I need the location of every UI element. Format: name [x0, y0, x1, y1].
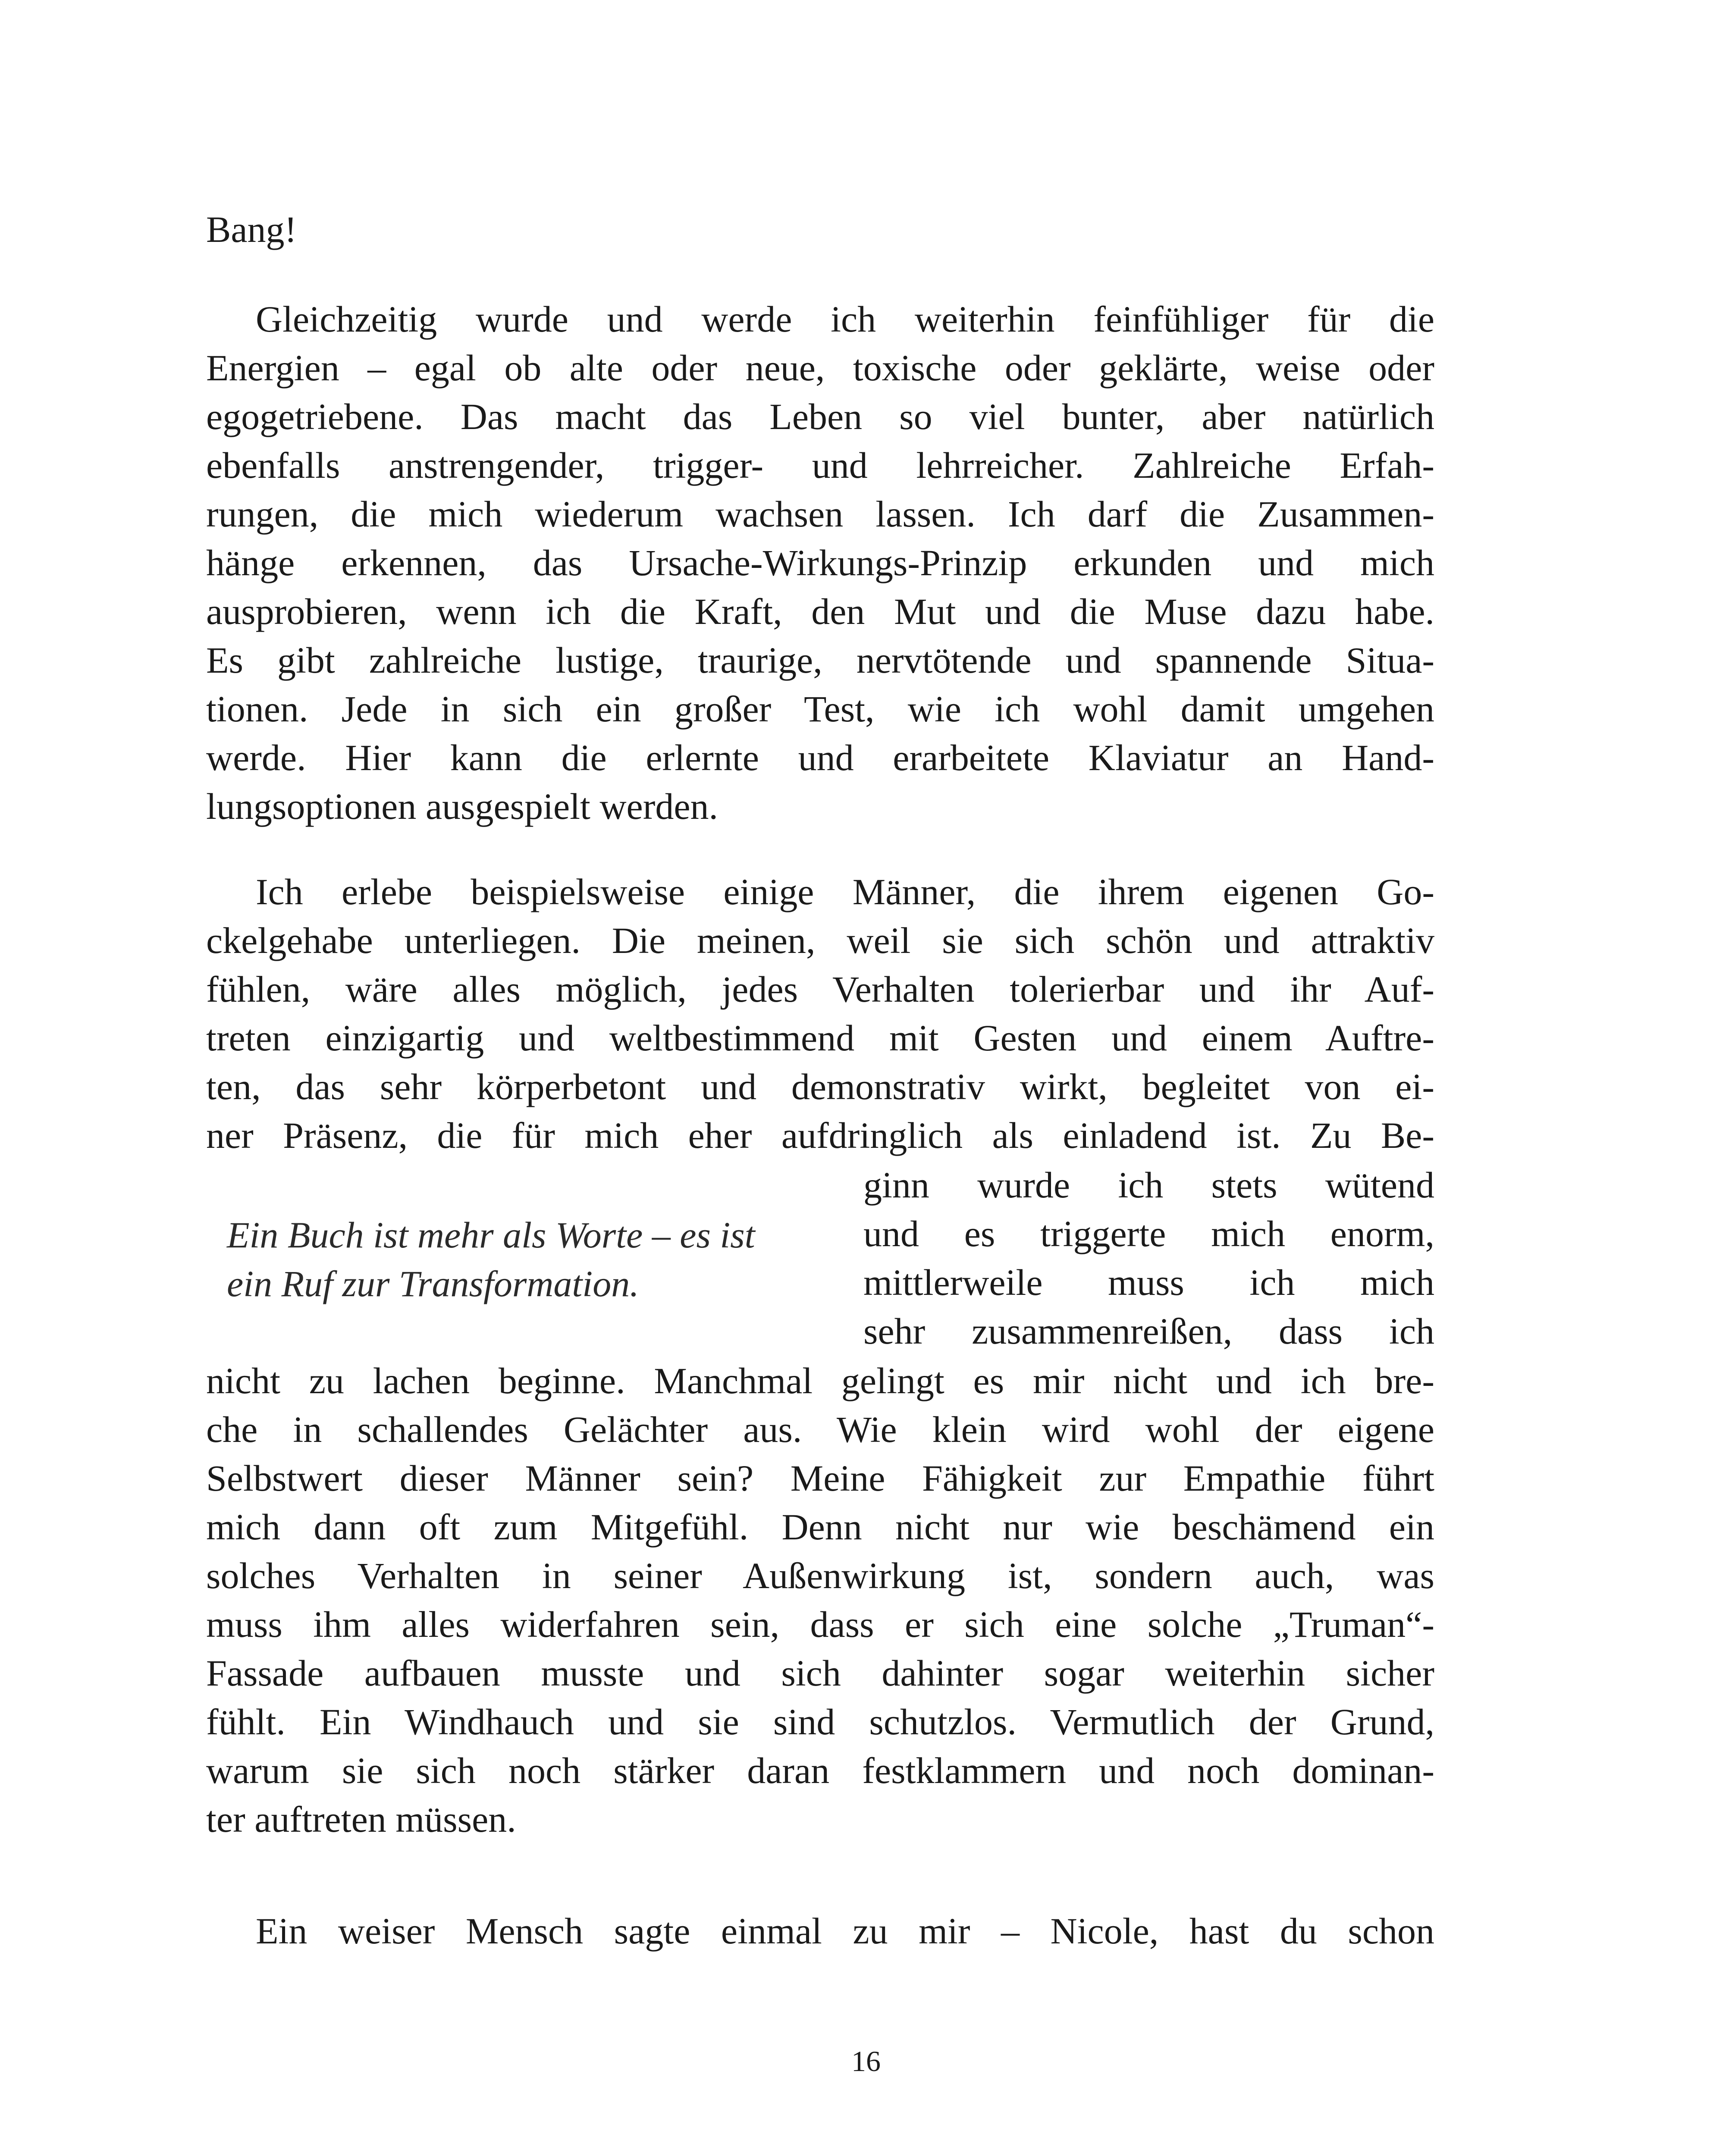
text-line: ten, das sehr körperbetont und demonstrativ wirkt, begleitet von ei- [206, 1066, 1434, 1107]
text-line: hänge erkennen, das Ursache-Wirkungs-Prinzip erkunden und mich [206, 542, 1434, 583]
text-line: nicht zu lachen beginne. Manchmal gelingt es mir nicht und ich bre- [206, 1360, 1434, 1401]
text-line: ter auftreten müssen. [206, 1799, 516, 1840]
text-line: und es triggerte mich enorm, [863, 1213, 1434, 1254]
text-line: ckelgehabe unterliegen. Die meinen, weil sie sich schön und attraktiv [206, 920, 1434, 961]
paragraph-2-upper [206, 868, 1434, 1160]
text-line: che in schallendes Gelächter aus. Wie klein wird wohl der eigene [206, 1409, 1434, 1450]
text-line: ausprobieren, wenn ich die Kraft, den Mut und die Muse dazu habe. [206, 591, 1434, 632]
text-line: Fassade aufbauen musste und sich dahinter sogar weiterhin sicher [206, 1652, 1434, 1694]
text-line: lungsoptionen ausgespielt werden. [206, 786, 719, 827]
text-line: mich dann oft zum Mitgefühl. Denn nicht nur wie beschämend ein [206, 1506, 1434, 1548]
text-line: Ein weiser Mensch sagte einmal zu mir – Nicole, hast du schon [256, 1910, 1434, 1952]
text-line: sehr zusammenreißen, dass ich [863, 1310, 1434, 1352]
paragraph-1 [206, 295, 1434, 831]
text-line: Energien – egal ob alte oder neue, toxische oder geklärte, weise oder [206, 347, 1434, 389]
text-line: egogetriebene. Das macht das Leben so viel bunter, aber natürlich [206, 396, 1434, 437]
text-line: ner Präsenz, die für mich eher aufdringlich als einladend ist. Zu Be- [206, 1115, 1434, 1156]
text-line: muss ihm alles widerfahren sein, dass er sich eine solche „Truman“- [206, 1604, 1434, 1645]
text-line: treten einzigartig und weltbestimmend mit Gesten und einem Auftre- [206, 1017, 1434, 1059]
text-line: Ich erlebe beispielsweise einige Männer, die ihrem eigenen Go- [256, 871, 1434, 912]
quote-line: ein Ruf zur Transformation. [227, 1263, 639, 1304]
page-number: 16 [851, 2045, 881, 2078]
text-line: Es gibt zahlreiche lustige, traurige, nervtötende und spannende Situa- [206, 639, 1434, 681]
text-line: fühlen, wäre alles möglich, jedes Verhalten tolerierbar und ihr Auf- [206, 968, 1434, 1010]
opening-line: Bang! [206, 209, 297, 250]
text-line: ginn wurde ich stets wütend [863, 1164, 1434, 1206]
text-line: ebenfalls anstrengender, trigger- und lehrreicher. Zahlreiche Erfah- [206, 445, 1434, 486]
quote-line: Ein Buch ist mehr als Worte – es ist [227, 1214, 755, 1256]
text-line: werde. Hier kann die erlernte und erarbeitete Klaviatur an Hand- [206, 737, 1434, 778]
text-line: fühlt. Ein Windhauch und sie sind schutzlos. Vermutlich der Grund, [206, 1701, 1434, 1742]
text-line: warum sie sich noch stärker daran festklammern und noch dominan- [206, 1750, 1434, 1791]
text-line: rungen, die mich wiederum wachsen lassen. Ich darf die Zusammen- [206, 493, 1434, 535]
pull-quote [227, 1211, 844, 1308]
text-line: solches Verhalten in seiner Außenwirkung ist, sondern auch, was [206, 1555, 1434, 1596]
text-line: Gleichzeitig wurde und werde ich weiterhin feinfühliger für die [256, 298, 1434, 340]
paragraph-3 [206, 1907, 1434, 1955]
paragraph-2-wrap [863, 1161, 1434, 1356]
text-line: tionen. Jede in sich ein großer Test, wie ich wohl damit umgehen [206, 688, 1434, 730]
paragraph-2-lower [206, 1357, 1434, 1844]
text-line: mittlerweile muss ich mich [863, 1262, 1434, 1303]
text-line: Selbstwert dieser Männer sein? Meine Fähigkeit zur Empathie führt [206, 1457, 1434, 1499]
